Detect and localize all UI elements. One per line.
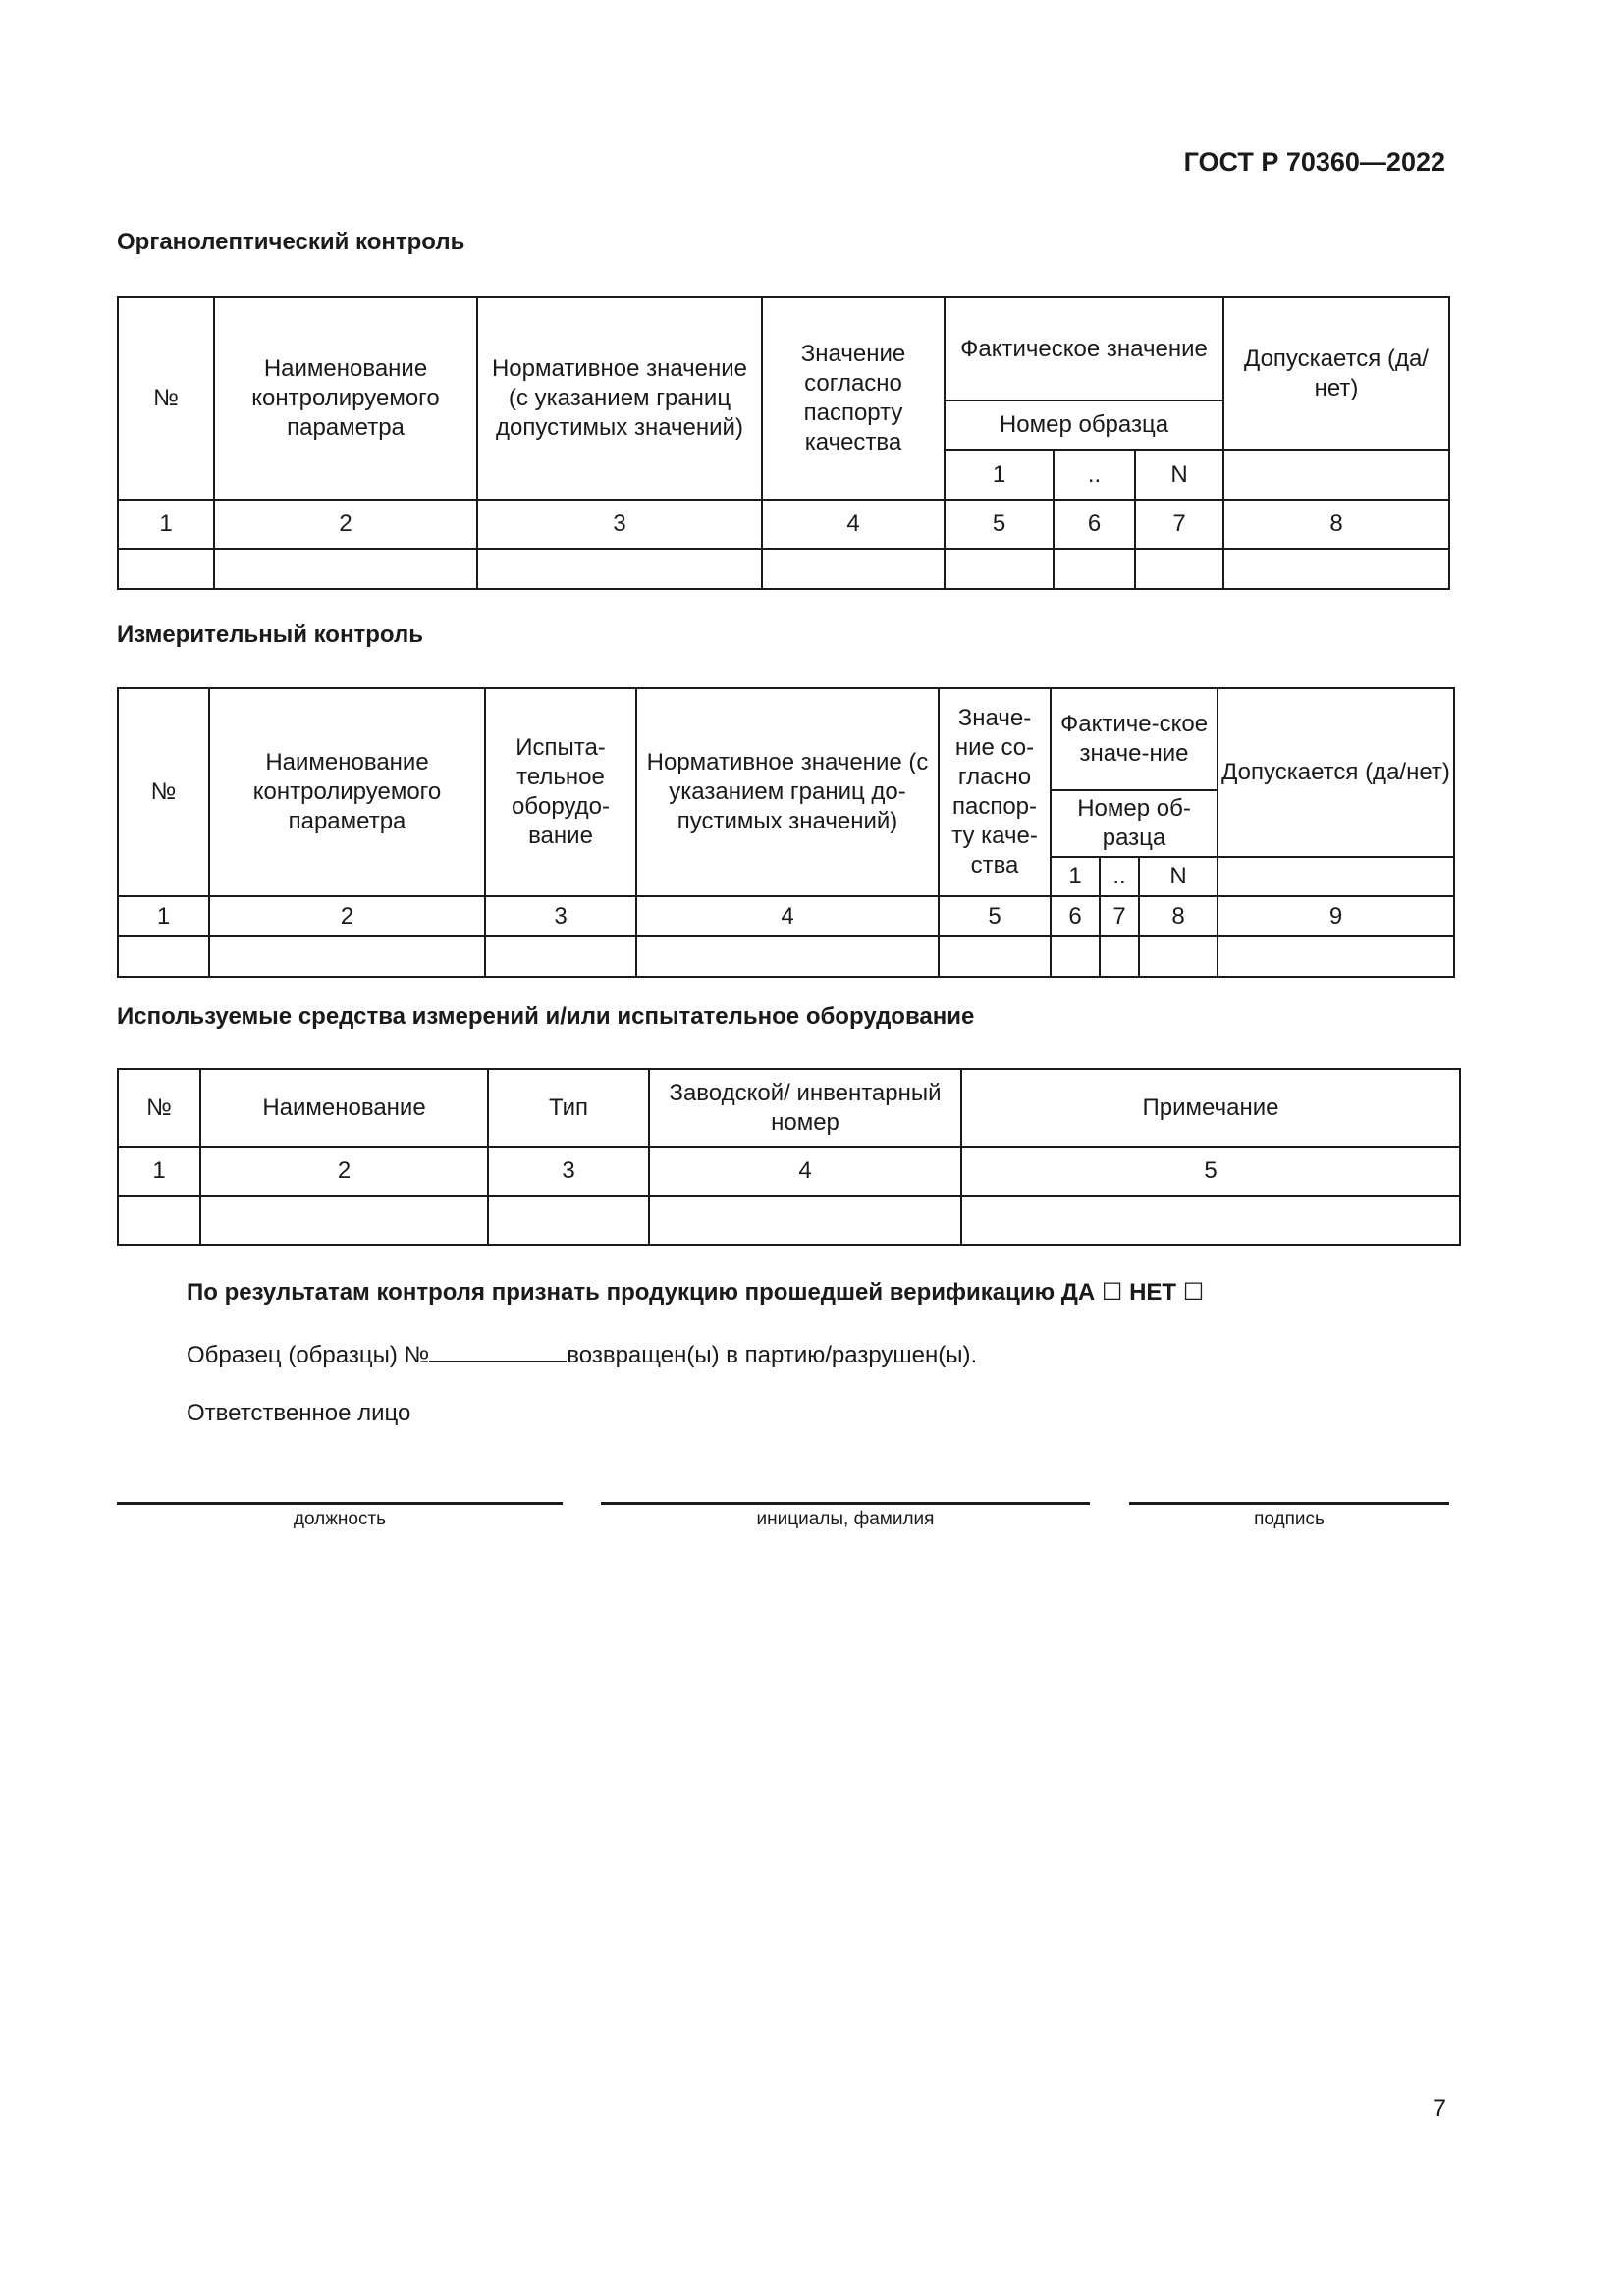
measurement-table <box>117 687 1455 978</box>
column-number: 3 <box>488 1147 649 1196</box>
position-line[interactable] <box>117 1502 563 1505</box>
column-number: 4 <box>636 896 939 936</box>
empty-cell[interactable] <box>488 1196 649 1245</box>
empty-cell[interactable] <box>649 1196 961 1245</box>
empty-cell[interactable] <box>118 936 209 977</box>
column-number: 7 <box>1100 896 1139 936</box>
empty-cell[interactable] <box>200 1196 488 1245</box>
column-number: 6 <box>1054 500 1135 549</box>
header-test-equipment: Испыта-тельное оборудо-вание <box>485 688 636 896</box>
column-number-row <box>118 1147 1460 1196</box>
header-num: № <box>118 688 209 896</box>
header-sample-number: Номер об-разца <box>1051 790 1218 857</box>
header-sample-number: Номер образца <box>945 400 1223 450</box>
column-number: 6 <box>1051 896 1100 936</box>
header-sample-ellipsis: .. <box>1054 450 1135 500</box>
column-number: 5 <box>961 1147 1460 1196</box>
empty-cell[interactable] <box>477 549 762 589</box>
header-sample-ellipsis: .. <box>1100 857 1139 896</box>
organoleptic-table <box>117 296 1450 590</box>
header-type: Тип <box>488 1069 649 1147</box>
sample-number-field[interactable] <box>429 1339 567 1362</box>
position-label: должность <box>293 1509 387 1529</box>
sample-prefix: Образец (образцы) № <box>187 1342 430 1368</box>
table-row <box>118 1196 1460 1245</box>
header-normative-value: Нормативное значение (с указанием границ до-пустимых значений) <box>636 688 939 896</box>
signature-line[interactable] <box>1129 1502 1449 1505</box>
column-number: 4 <box>762 500 945 549</box>
instruments-table <box>117 1068 1461 1246</box>
empty-cell[interactable] <box>1139 936 1218 977</box>
column-number: 5 <box>939 896 1051 936</box>
empty-cell[interactable] <box>214 549 477 589</box>
header-allowed: Допускается (да/нет) <box>1223 297 1449 450</box>
empty-cell[interactable] <box>209 936 485 977</box>
name-label: инициалы, фамилия <box>756 1509 935 1529</box>
header-allowed-blank <box>1223 450 1449 500</box>
empty-cell[interactable] <box>1135 549 1223 589</box>
section-title-instruments: Используемые средства измерений и/или испытательное оборудование <box>117 1003 975 1030</box>
column-number: 2 <box>214 500 477 549</box>
section-title-organoleptic: Органолептический контроль <box>117 229 465 255</box>
signature-label: подпись <box>1254 1509 1325 1529</box>
empty-cell[interactable] <box>485 936 636 977</box>
header-passport-value: Значение согласно паспорту качества <box>762 297 945 500</box>
header-name: Наименование <box>200 1069 488 1147</box>
header-sample-n: N <box>1135 450 1223 500</box>
header-serial-number: Заводской/ инвентарный номер <box>649 1069 961 1147</box>
empty-cell[interactable] <box>118 1196 200 1245</box>
header-sample-1: 1 <box>1051 857 1100 896</box>
column-number-row <box>118 896 1454 936</box>
header-allowed-blank <box>1218 857 1454 896</box>
verification-verdict: По результатам контроля признать продукцию прошедшей верификацию ДА ☐ НЕТ ☐ <box>187 1279 1205 1306</box>
header-note: Примечание <box>961 1069 1460 1147</box>
column-number: 4 <box>649 1147 961 1196</box>
header-sample-1: 1 <box>945 450 1054 500</box>
column-number: 1 <box>118 896 209 936</box>
header-param-name: Наименование контролируемого параметра <box>214 297 477 500</box>
header-sample-n: N <box>1139 857 1218 896</box>
column-number: 2 <box>209 896 485 936</box>
empty-cell[interactable] <box>762 549 945 589</box>
page-number: 7 <box>1433 2095 1446 2122</box>
empty-cell[interactable] <box>1218 936 1454 977</box>
header-passport-value: Значе-ние со-гласно паспор-ту каче-ства <box>939 688 1051 896</box>
document-id: ГОСТ Р 70360—2022 <box>1183 147 1445 177</box>
header-actual-value: Фактическое значение <box>945 297 1223 400</box>
column-number: 7 <box>1135 500 1223 549</box>
responsible-person-label: Ответственное лицо <box>187 1400 411 1426</box>
column-number: 8 <box>1139 896 1218 936</box>
table-row <box>118 549 1449 589</box>
empty-cell[interactable] <box>1051 936 1100 977</box>
empty-cell[interactable] <box>939 936 1051 977</box>
empty-cell[interactable] <box>1100 936 1139 977</box>
header-normative-value: Нормативное значение (с указанием границ допустимых значений) <box>477 297 762 500</box>
column-number: 3 <box>477 500 762 549</box>
column-number: 5 <box>945 500 1054 549</box>
empty-cell[interactable] <box>961 1196 1460 1245</box>
column-number-row <box>118 500 1449 549</box>
sample-statement <box>187 1339 977 1369</box>
header-num: № <box>118 1069 200 1147</box>
empty-cell[interactable] <box>636 936 939 977</box>
empty-cell[interactable] <box>1223 549 1449 589</box>
header-num: № <box>118 297 214 500</box>
empty-cell[interactable] <box>118 549 214 589</box>
header-param-name: Наименование контролируемого параметра <box>209 688 485 896</box>
column-number: 1 <box>118 1147 200 1196</box>
empty-cell[interactable] <box>1054 549 1135 589</box>
column-number: 3 <box>485 896 636 936</box>
column-number: 2 <box>200 1147 488 1196</box>
header-actual-value: Фактиче-ское значе-ние <box>1051 688 1218 790</box>
column-number: 8 <box>1223 500 1449 549</box>
empty-cell[interactable] <box>945 549 1054 589</box>
section-title-measurement: Измерительный контроль <box>117 621 423 648</box>
table-row <box>118 936 1454 977</box>
sample-suffix: возвращен(ы) в партию/разрушен(ы). <box>567 1342 978 1368</box>
header-allowed: Допускается (да/нет) <box>1218 688 1454 857</box>
name-line[interactable] <box>601 1502 1090 1505</box>
column-number: 1 <box>118 500 214 549</box>
column-number: 9 <box>1218 896 1454 936</box>
